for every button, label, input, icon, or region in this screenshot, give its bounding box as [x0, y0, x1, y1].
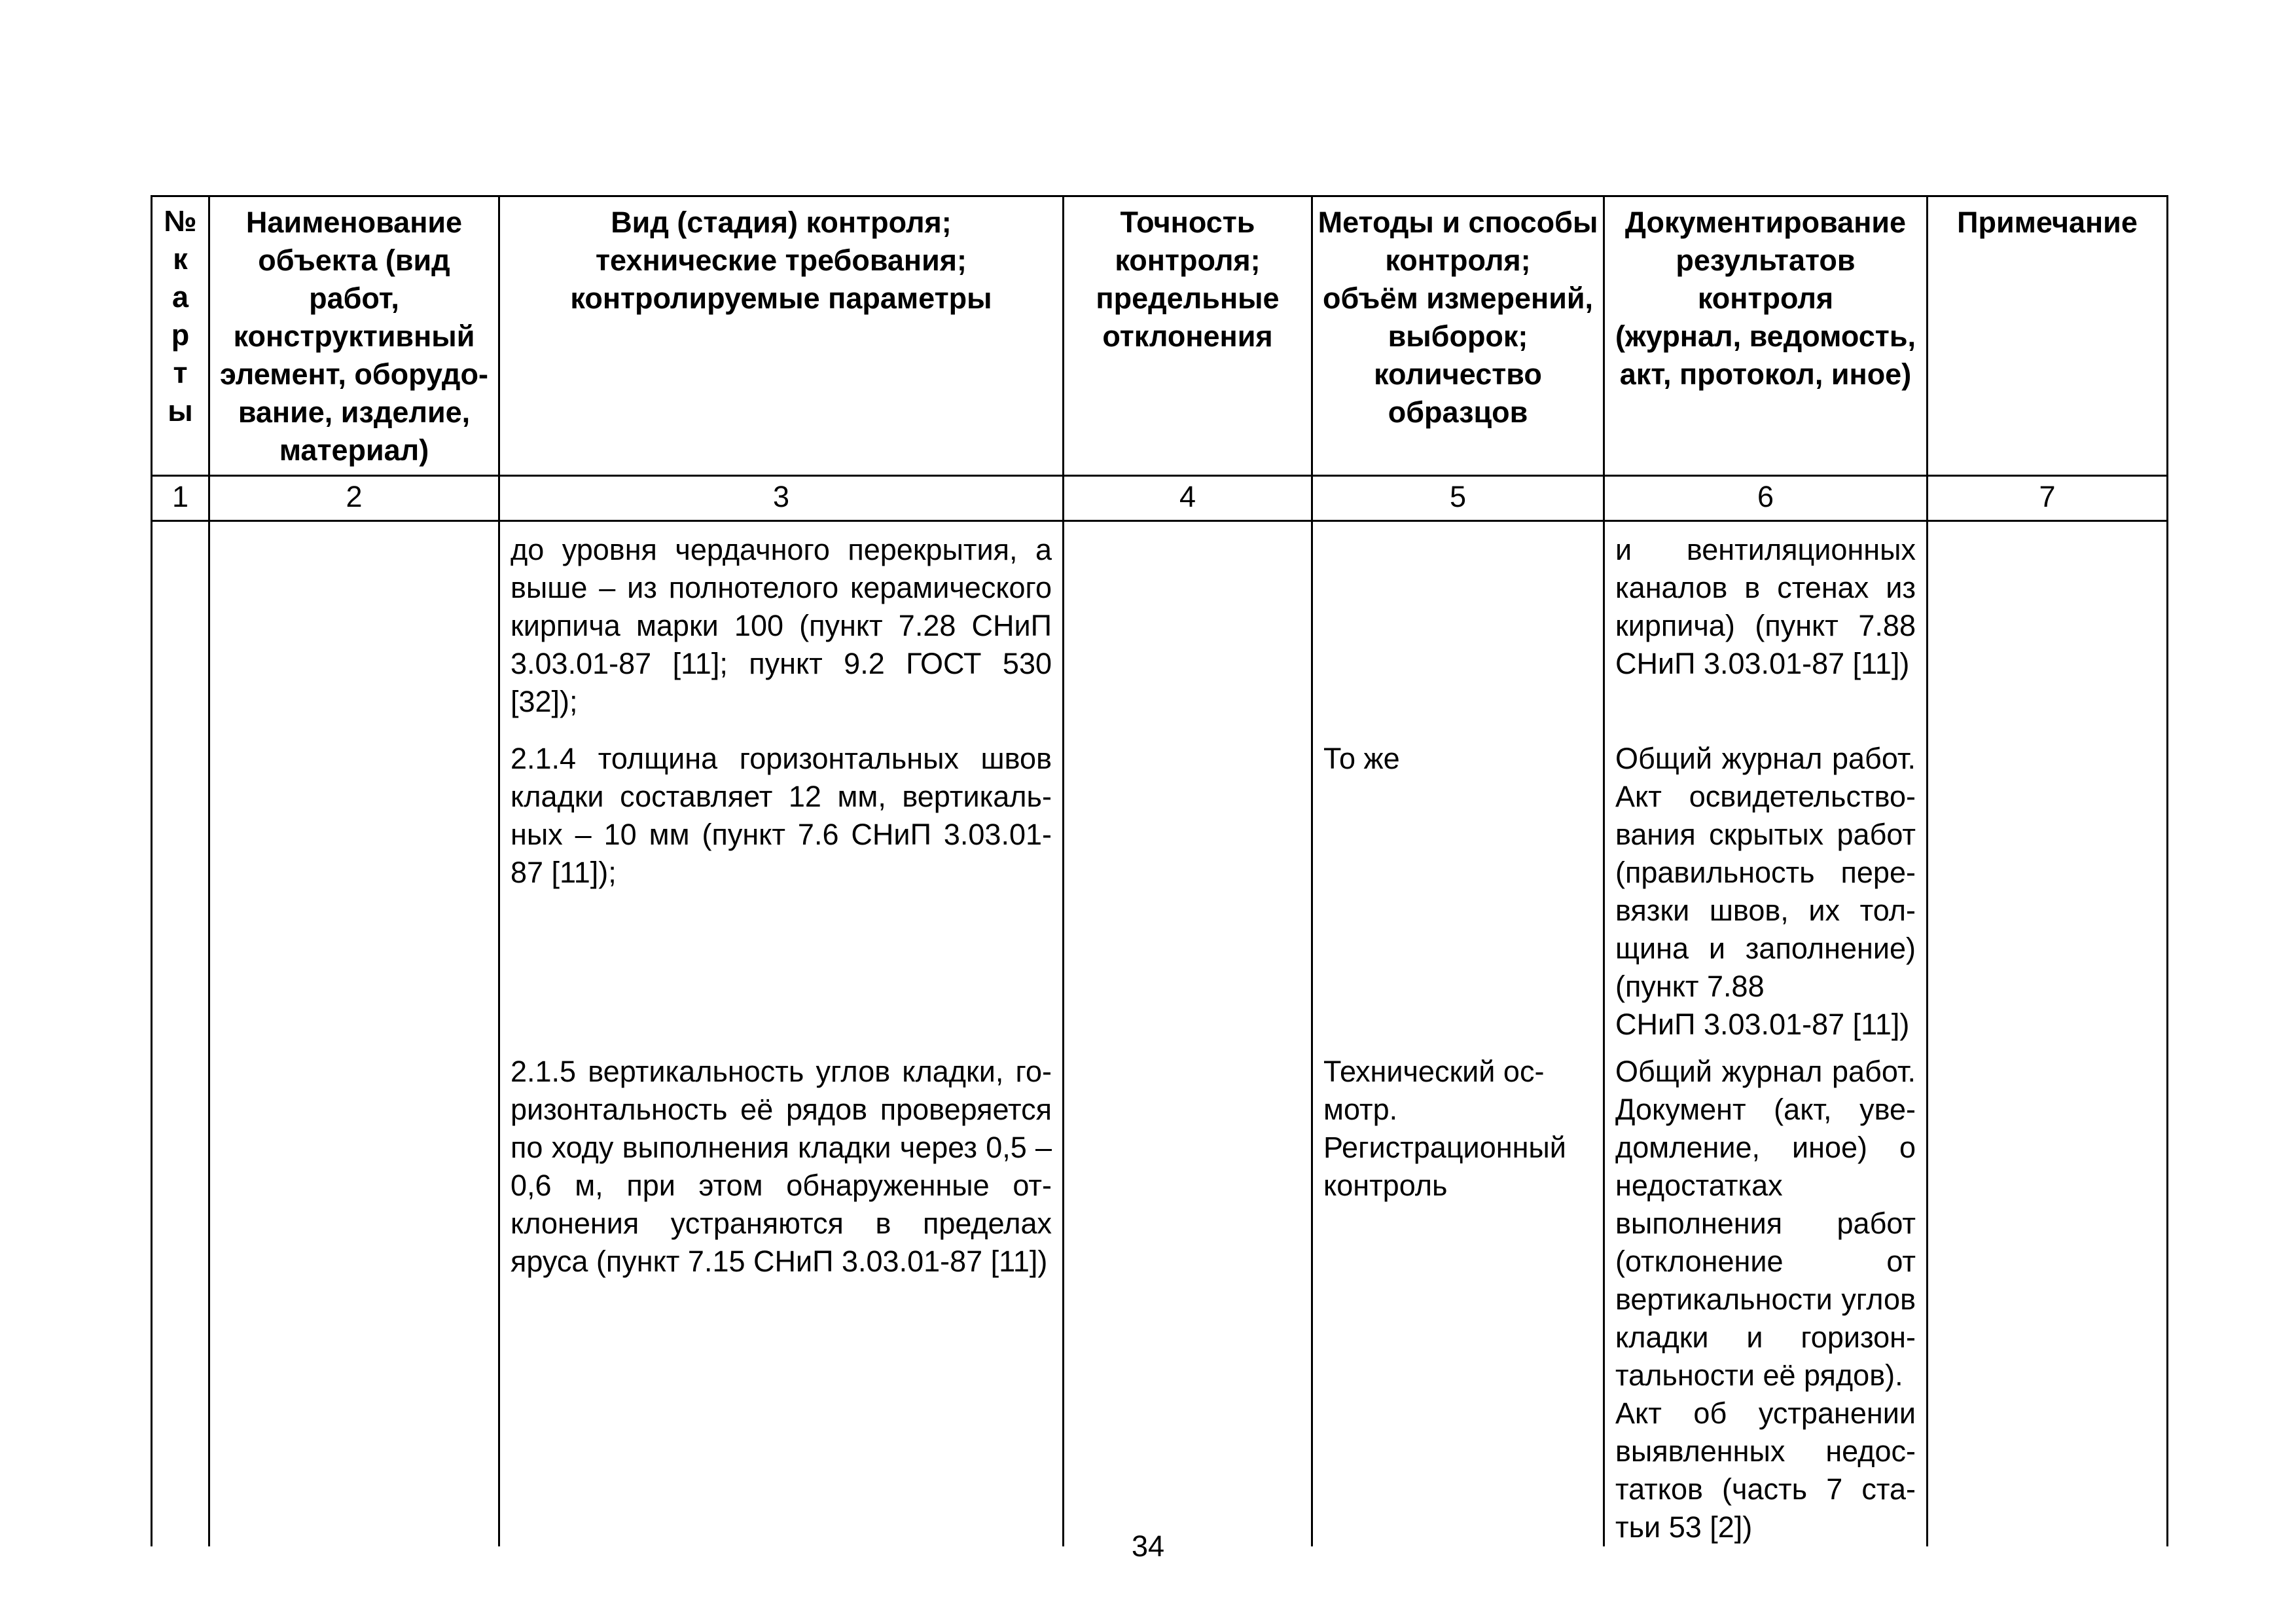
column-number: 2 [209, 476, 499, 521]
column-number: 6 [1604, 476, 1928, 521]
documentation-cell: Общий журнал работ. Акт освидетельствования скрытых работ (правильность перевязки швов, их толщина и заполнение) (пункт 7.88 СНиП 3.03.01-87 [11]) [1604, 731, 1928, 1044]
table-row [152, 521, 2168, 731]
header-documentation: Документирование результатов контроля (журнал, ведомость, акт, протокол, иное) [1604, 196, 1928, 476]
column-number: 1 [152, 476, 209, 521]
notes-cell [1928, 1044, 2168, 1546]
header-notes: Примечание [1928, 196, 2168, 476]
header-control-type: Вид (стадия) контроля; технические требования; контролируемые параметры [499, 196, 1064, 476]
header-methods: Методы и способы контроля; объём измерений, выборок; количество образцов [1312, 196, 1604, 476]
accuracy-cell [1064, 731, 1312, 1044]
requirement-cell: до уровня чердачного перекрытия, а выше – из полнотелого керамического кирпича марки 100 (пункт 7.28 СНиП 3.03.01-87 [11]; пункт 9.2 ГОСТ 530 [32]); [499, 521, 1064, 731]
card-number-cell [152, 521, 209, 731]
accuracy-cell [1064, 521, 1312, 731]
column-number: 3 [499, 476, 1064, 521]
header-accuracy: Точность контроля; предельные отклонения [1064, 196, 1312, 476]
control-table [151, 195, 2168, 1546]
header-card-number: № к а р т ы [152, 196, 209, 476]
column-number: 4 [1064, 476, 1312, 521]
column-number: 5 [1312, 476, 1604, 521]
documentation-cell: Общий журнал работ. Документ (акт, уведомление, иное) о недостатках выполнения работ (отклонение от вертикальности углов кладки и горизонтальности её рядов). Акт об устранении выявленных недостатков (часть 7 статьи 53 [2]) [1604, 1044, 1928, 1546]
notes-cell [1928, 521, 2168, 731]
method-cell: То же [1312, 731, 1604, 1044]
requirement-cell: 2.1.5 вертикальность углов кладки, горизонтальность её рядов проверяется по ходу выполнения кладки через 0,5 – 0,6 м, при этом обнаруженные отклонения устраняются в пределах яруса (пункт 7.15 СНиП 3.03.01-87 [11]) [499, 1044, 1064, 1546]
header-row [152, 196, 2168, 476]
table-row [152, 731, 2168, 1044]
column-number: 7 [1928, 476, 2168, 521]
notes-cell [1928, 731, 2168, 1044]
documentation-cell: и вентиляционных каналов в стенах из кирпича) (пункт 7.88 СНиП 3.03.01-87 [11]) [1604, 521, 1928, 731]
requirement-cell: 2.1.4 толщина горизонтальных швов кладки составляет 12 мм, вертикальных – 10 мм (пункт 7.6 СНиП 3.03.01-87 [11]); [499, 731, 1064, 1044]
object-cell [209, 731, 499, 1044]
page-number: 34 [1131, 1529, 1165, 1563]
card-number-cell [152, 1044, 209, 1546]
column-number-row [152, 476, 2168, 521]
method-cell [1312, 521, 1604, 731]
accuracy-cell [1064, 1044, 1312, 1546]
header-object-name: Наименование объекта (вид работ, конструктивный элемент, оборудо- вание, изделие, материал) [209, 196, 499, 476]
method-cell: Технический осмотр. Регистрационный контроль [1312, 1044, 1604, 1546]
object-cell [209, 1044, 499, 1546]
object-cell [209, 521, 499, 731]
table-row [152, 1044, 2168, 1546]
card-number-cell [152, 731, 209, 1044]
